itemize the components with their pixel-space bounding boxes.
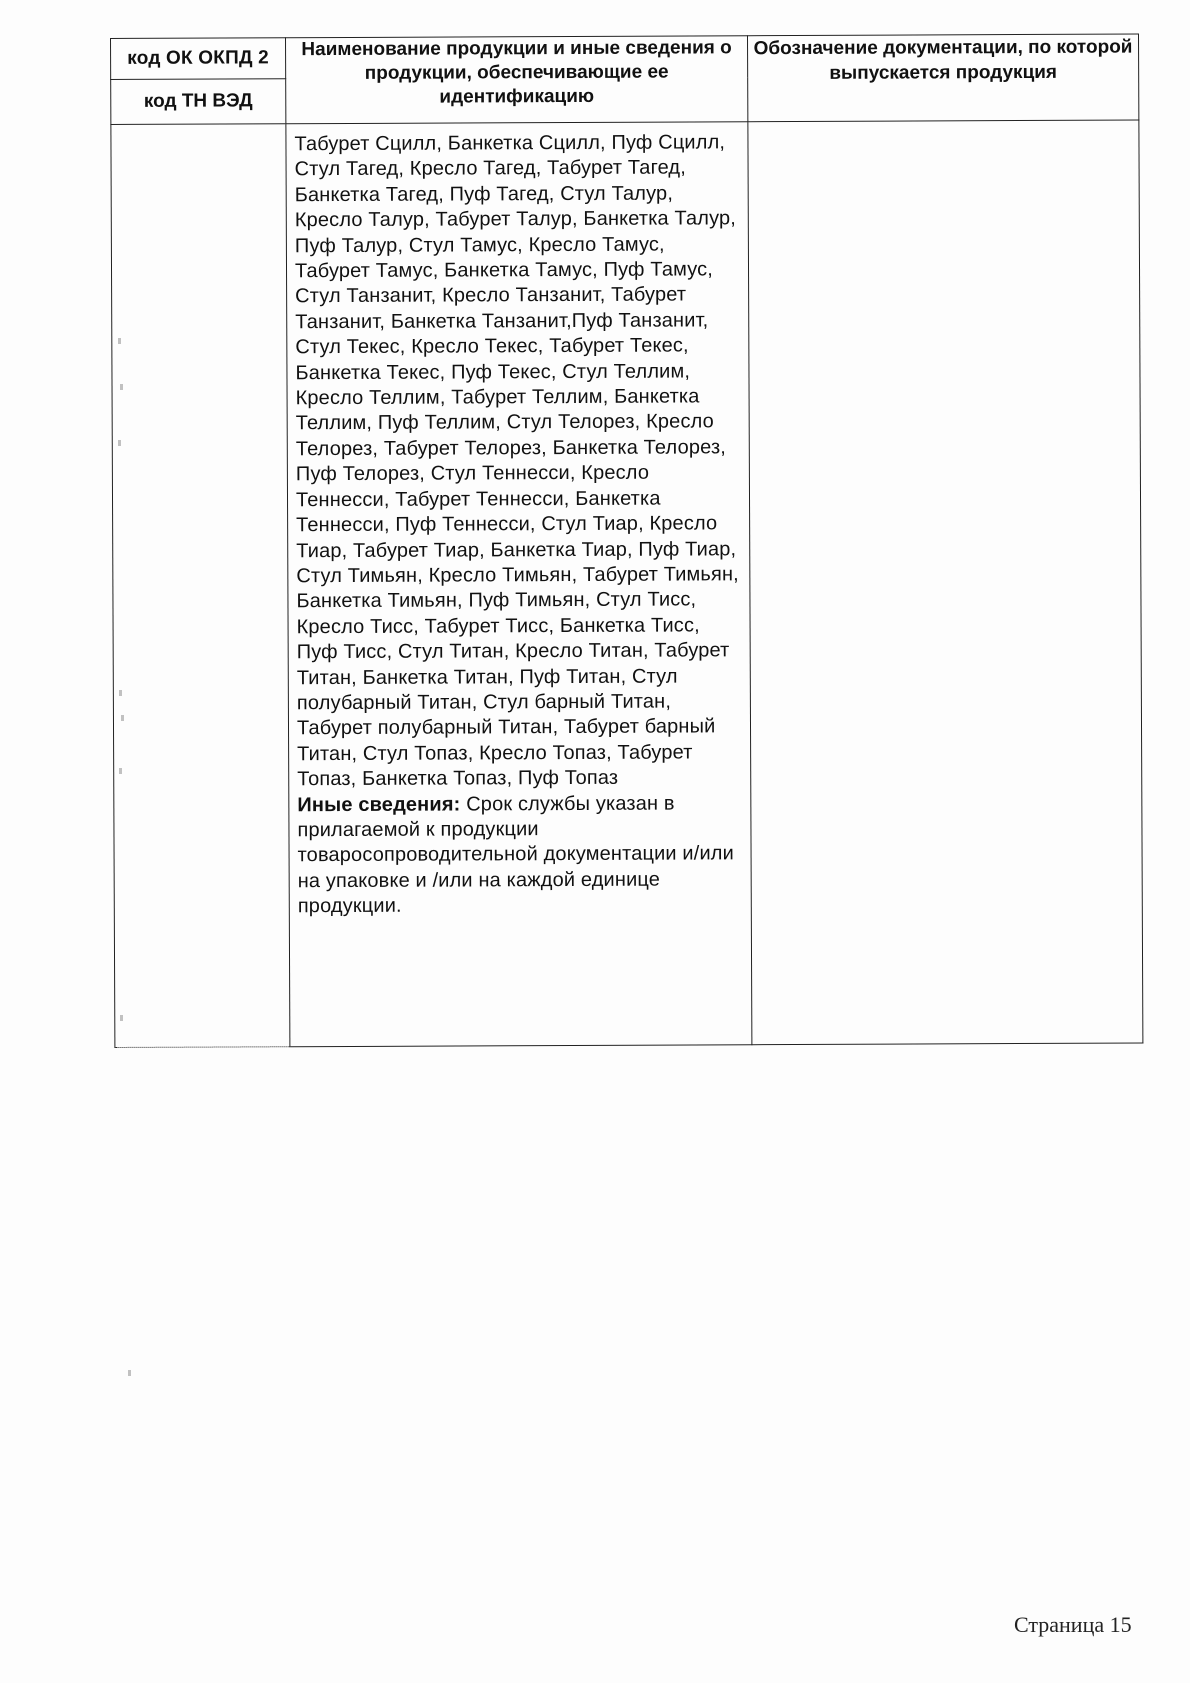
header-row-1 (111, 34, 1139, 79)
scan-artifact (120, 1015, 123, 1021)
documentation-cell (748, 120, 1143, 1045)
scan-artifact (121, 715, 124, 721)
header-documentation: Обозначение документации, по которой выпускается продукция (747, 34, 1138, 122)
product-list-text: Табурет Сцилл, Банкетка Сцилл, Пуф Сцилл, Стул Тагед, Кресло Тагед, Табурет Тагед, Банкетка Тагед, Пуф Тагед, Стул Талур, Кресло Талур, Табурет Талур, Банкетка Талур, Пуф Талур, Стул Тамус, Кресло Тамус, Табурет Тамус, Банкетка Тамус, Пуф Тамус, Стул Танзанит, Кресло Танзанит, Табурет Танзанит, Банкетка Танзанит,Пуф Танзанит, Стул Текес, Кресло Текес, Табурет Текес, Банкетка Текес, Пуф Текес, Стул Теллим, Кресло Теллим, Табурет Теллим, Банкетка Теллим, Пуф Теллим, Стул Телорез, Кресло Телорез, Табурет Телорез, Банкетка Телорез, Пуф Телорез, Стул Теннесси, Кресло Теннесси, Табурет Теннесси, Банкетка Теннесси, Пуф Теннесси, Стул Тиар, Кресло Тиар, Табурет Тиар, Банкетка Тиар, Пуф Тиар, Стул Тимьян, Кресло Тимьян, Табурет Тимьян, Банкетка Тимьян, Пуф Тимьян, Стул Тисс, Кресло Тисс, Табурет Тисс, Банкетка Тисс, Пуф Тисс, Стул Титан, Кресло Титан, Табурет Титан, Банкетка Титан, Пуф Титан, Стул полубарный Титан, Стул барный Титан, Табурет полубарный Титан, Табурет барный Титан, Стул Топаз, Кресло Топаз, Табурет Топаз, Банкетка Топаз, Пуф Топаз (294, 131, 739, 791)
header-code-tnved: код ТН ВЭД (111, 79, 286, 125)
code-cell (111, 124, 290, 1048)
other-info-label: Иные сведения: (297, 793, 461, 816)
header-product-name: Наименование продукции и иные сведения о продукции, обеспечивающие ее идентификацию (286, 36, 748, 124)
product-list-cell (286, 122, 752, 1047)
header-code-okpd: код ОК ОКПД 2 (111, 38, 286, 80)
scan-artifact (128, 1370, 131, 1376)
other-info-text: Срок службы указан в прилагаемой к продукции товаросопроводительной документации и/или на упаковке и /или на каждой единице продукции. (297, 792, 734, 918)
scan-artifact (119, 690, 122, 696)
certificate-table (110, 34, 1143, 1048)
page-number: Страница 15 (1014, 1612, 1132, 1637)
scan-artifact (119, 768, 122, 774)
scan-artifact (118, 440, 121, 446)
table-row (111, 120, 1143, 1047)
scan-artifact (120, 384, 123, 390)
scan-artifact (118, 338, 121, 344)
